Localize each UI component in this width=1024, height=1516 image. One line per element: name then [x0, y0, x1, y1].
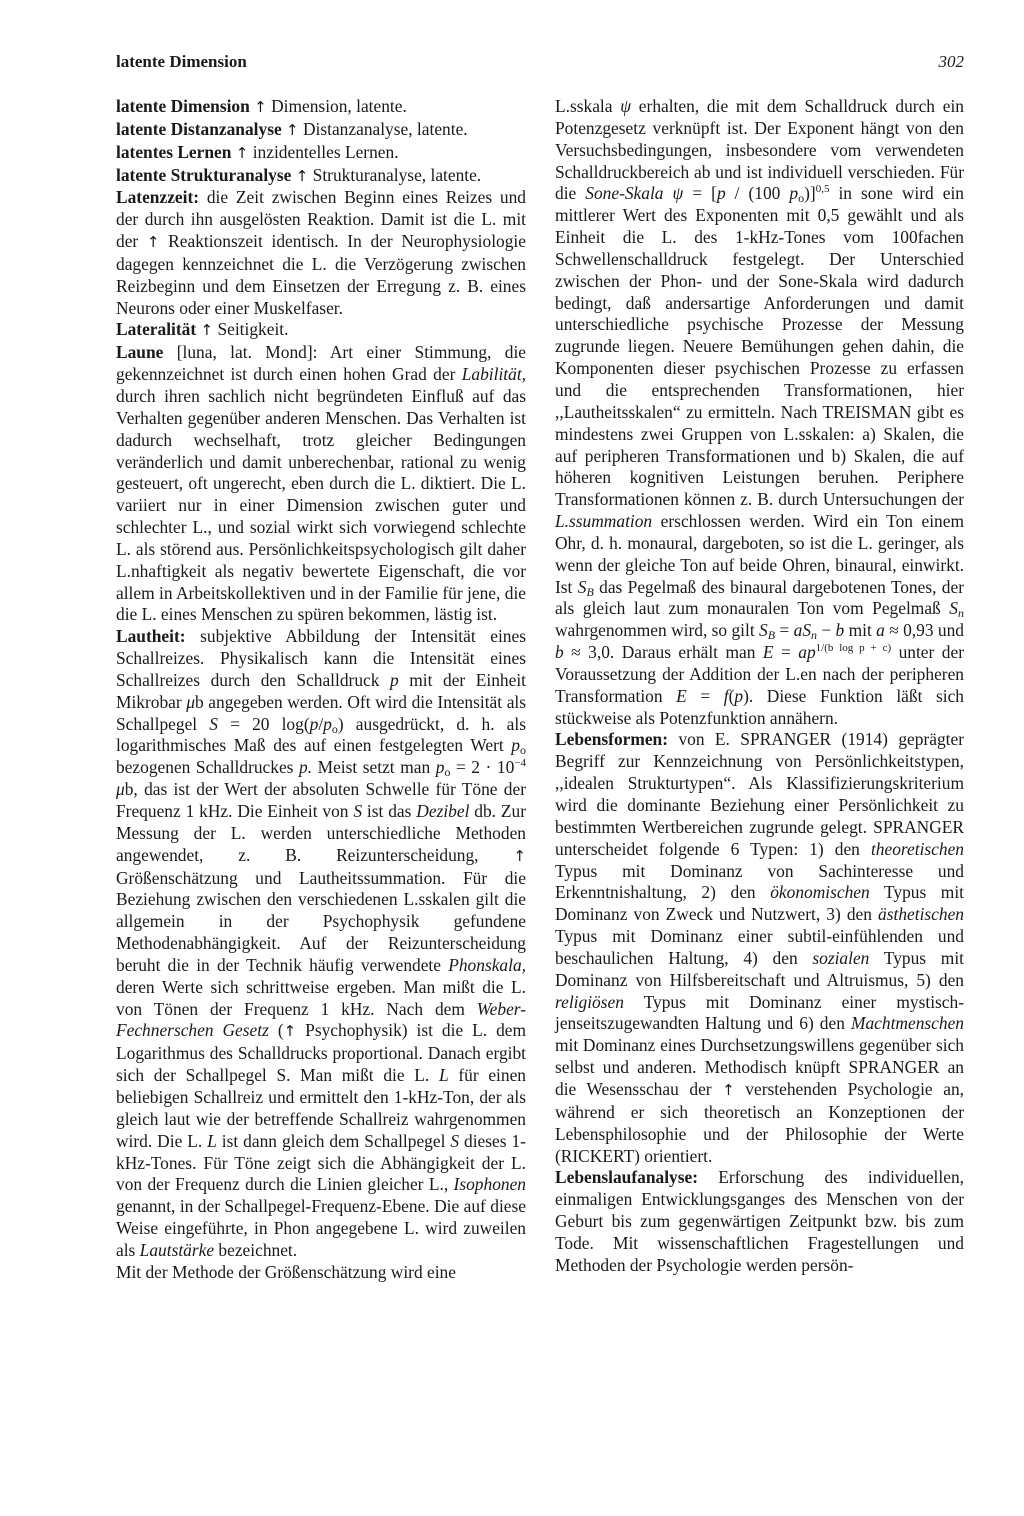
arrow-up-icon: ↑: [295, 166, 309, 185]
arrow-up-icon: ↑: [286, 120, 299, 139]
entry-lebensformen: Lebensformen: von E. SPRANGER (1914) geprägter Begriff zur Kennzeichnung von Persönlichkeitstypen, ,,idealen Strukturtypen“. Als Klassifizierungskriterium wird die dominante Beziehung einer Persönlichkeit zu bestimmten Wertbereichen zugrunde gelegt. SPRANGER unterscheidet folgende 6 Typen: 1) den theoretischen Typus mit Dominanz von Sachinteresse und Erkenntnishaltung, 2) den ökonomischen Typus mit Dominanz von Zweck und Nutzwert, 3) den ästhetischen Typus mit Dominanz einer subtil-einfühlenden und beschaulichen Haltung, 4) den sozialen Typus mit Dominanz von Hilfsbereitschaft und Altruismus, 5) den religiösen Typus mit Dominanz einer mystisch-jenseitszugewandten Haltung und 6) den Machtmenschen mit Dominanz eines Durchsetzungswillens gegenüber sich selbst und anderen. Methodisch knüpft SPRANGER an die Wesensschau der ↑ verstehenden Psychologie an, während er sich theoretisch an Konzeptionen der Lebensphilosophie und der Philosophie der Werte (RICKERT) orientiert.: [555, 729, 964, 1166]
right-column: [555, 96, 964, 1277]
entry-lautheit: Lautheit: subjektive Abbildung der Intensität eines Schallreizes. Physikalisch kann die Intensität eines Schallreizes durch den Schalldruck p mit der Einheit Mikrobar μb angegeben werden. Oft wird die Intensität als Schallpegel S = 20 $\log(p/p_o)$ ausgedrückt, d. h. als logarithmisches Maß des auf einen festgelegten Wert $p_o$ bezogenen Schalldruckes p. Meist setzt man $p_o = 2 \cdot 10^{-4}$ μb, das ist der Wert der absoluten Schwelle für Töne der Frequenz 1 kHz. Die Einheit von S ist das Dezibel db. Zur Messung der L. werden unterschiedliche Methoden angewendet, z. B. Reizunterscheidung, ↑ Größenschätzung und Lautheitssummation. Für die Beziehung zwischen den verschiedenen L.sskalen gilt die allgemein in der Psychophysik gefundene Methodenabhängigkeit. Auf der Reizunterscheidung beruht die in der Technik häufig verwendete Phonskala, deren Werte sich schrittweise ergeben. Man mißt die L. von Tönen der Frequenz 1 kHz. Nach dem Weber-Fechnerschen Gesetz (↑ Psychophysik) ist die L. dem Logarithmus des Schalldrucks proportional. Danach ergibt sich der Schallpegel S. Man mißt die L. L für einen beliebigen Schallreiz und ermittelt den 1-kHz-Ton, der als gleich laut wie der betreffende Schallreiz wahrgenommen wird. Die L. L ist dann gleich dem Schallpegel S dieses 1-kHz-Tones. Für Töne zeigt sich die Abhängigkeit der L. von der Frequenz durch die Linien gleicher L., Isophonen genannt, in der Schallpegel-Frequenz-Ebene. Die auf diese Weise eingeführte, in Phon angegebene L. wird zuweilen als Lautstärke bezeichnet.: [116, 626, 527, 1260]
arrow-up-icon: ↑: [146, 233, 160, 252]
entry-latente-strukturanalyse: latente Strukturanalyse ↑ Strukturanalyse, latente.: [116, 164, 482, 185]
running-head: latente Dimension: [116, 52, 247, 71]
entry-laune: Laune [luna, lat. Mond]: Art einer Stimmung, die gekennzeichnet ist durch einen hohen Grad der Labilität, durch ihren sachlich nicht begründeten Einfluß auf das Verhalten gegenüber anderen Menschen. Das Verhalten ist dadurch wechselhaft, trotz gleicher Bedingungen veränderlich und damit unberechenbar, rational zu wenig gesteuert, oft ungerecht, eben durch die L. diktiert. Die L. variiert nur in einer Dimension zwischen guter und schlechter L., und sozial wirkt sich vorwiegend schlechte L. als störend aus. Persönlichkeitspsychologisch gilt daher L.nhaftigkeit als negativ bewertete Eigenschaft, die vor allem in Arbeitskollektiven und in der Familie für jene, die die L. eines Menschen zu spüren bekommen, lästig ist.: [116, 342, 526, 625]
arrow-up-icon: ↑: [235, 143, 249, 162]
arrow-up-icon: ↑: [254, 98, 267, 116]
arrow-up-icon: ↑: [722, 1080, 735, 1099]
page-number: 302: [938, 52, 964, 71]
arrow-up-icon: ↑: [283, 1022, 297, 1041]
arrow-up-icon: ↑: [513, 846, 526, 865]
entry-latente-distanzanalyse: latente Distanzanalyse ↑ Distanzanalyse, latente.: [116, 118, 468, 139]
arrow-up-icon: ↑: [200, 321, 214, 340]
paragraph-lautheit-continued: L.sskala ψ erhalten, die mit dem Schalldruck durch ein Potenzgesetz verknüpft ist. Der Exponent hängt von den Versuchsbedingungen, insbesondere vom verwendeten Schalldruckbereich ab und ist individuell verschieden. Für die Sone-Skala ψ = [p / (100 $p_o)]^{0,5}$ in sone wird ein mittlerer Wert des Exponenten mit 0,5 gewählt und als Einheit die L. des 1-kHz-Tones vom 100fachen Schwellenschalldruck festgelegt. Der Unterschied zwischen der Phon- und der Sone-Skala wird dadurch bedingt, daß andersartige Anforderungen und damit unterschiedliche psychische Prozesse der Messung zugrunde liegen. Neuere Bemühungen gehen dahin, die Komponenten dieser psychischen Prozesse zu erfassen und die entsprechenden Transformationen, hier ,,Lautheitsskalen“ zu ermitteln. Nach TREISMAN gibt es mindestens zwei Gruppen von L.sskalen: a) Skalen, die auf peripheren Transformationen und b) Skalen, die auf höheren kognitiven Leistungen beruhen. Periphere Transformationen können z. B. durch Untersuchungen der L.ssummation erschlossen werden. Wird ein Ton einem Ohr, d. h. monaural, dargeboten, so ist die L. geringer, als wenn der gleiche Ton auf beide Ohren, binaural, einwirkt. Ist $S_B$ das Pegelmaß des binaural dargebotenen Tones, der als gleich laut zum monauralen Ton vom Pegelmaß $S_n$ wahrgenommen wird, so gilt $S_B = aS_n - b$ mit a ≈ 0,93 und b ≈ 3,0. Daraus erhält man $E = ap^{1/(b log p + c)}$ unter der Voraussetzung der Addition der L.en nach der peripheren Transformation E = f(p). Diese Funktion läßt sich stückweise als Potenzfunktion annähern.: [555, 96, 965, 728]
entry-lateralitaet: Lateralität ↑ Seitigkeit.: [116, 319, 289, 340]
page-header: [116, 52, 964, 82]
entry-latentes-lernen: latentes Lernen ↑ inzidentelles Lernen.: [116, 141, 399, 162]
paragraph-groessenschaetzung: Mit der Methode der Größenschätzung wird eine: [116, 1261, 456, 1282]
entry-lebenslaufanalyse: Lebenslaufanalyse: Erforschung des individuellen, einmaligen Entwicklungsganges des Menschen von der Geburt bis zum gegenwärtigen Zeitpunkt bzw. bis zum Tode. Mit wissenschaftlichen Fragestellungen und Methoden der Psychologie werden persön-: [555, 1167, 964, 1275]
left-column: [116, 96, 526, 1284]
entry-latente-dimension: latente Dimension ↑ Dimension, latente.: [116, 96, 407, 116]
entry-latenzzeit: Latenzzeit: die Zeit zwischen Beginn eines Reizes und der durch ihn ausgelösten Reaktion. Damit ist die L. mit der ↑ Reaktionszeit identisch. In der Neurophysiologie dagegen kennzeichnet die L. die Verzögerung zwischen Reizbeginn und dem Einsetzen der Erregung z. B. eines Neurons oder einer Muskelfaser.: [116, 187, 526, 318]
